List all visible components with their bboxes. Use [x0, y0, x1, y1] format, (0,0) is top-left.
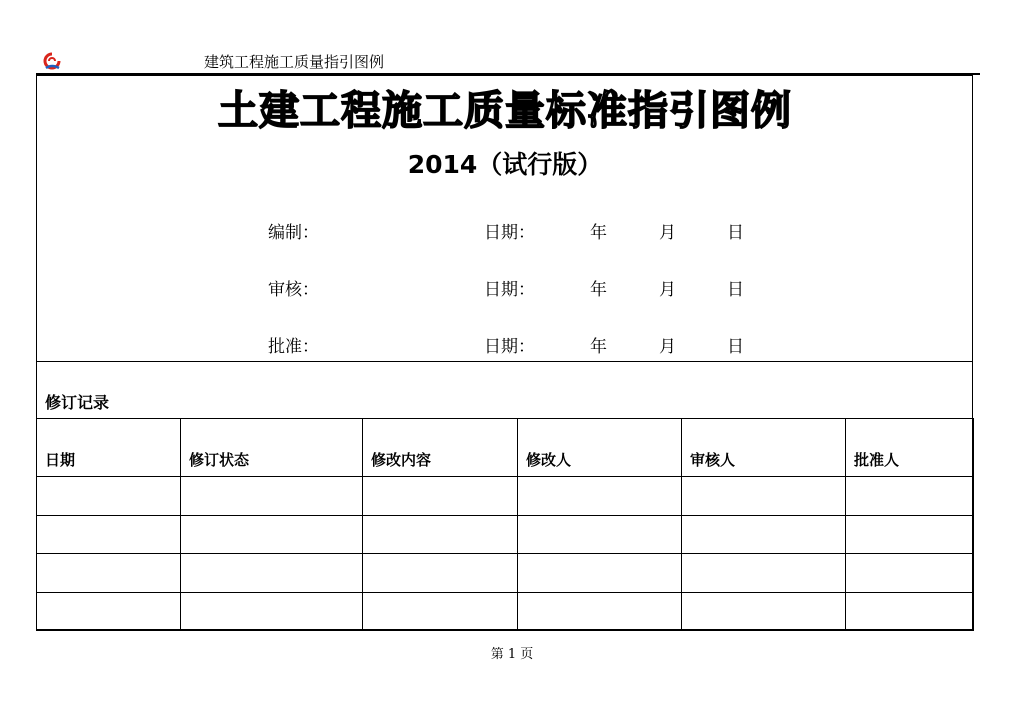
table-cell — [518, 554, 682, 593]
table-row — [37, 515, 974, 554]
table-cell — [846, 554, 974, 593]
table-cell — [37, 477, 181, 516]
day-label: 日 — [727, 223, 744, 243]
table-cell — [181, 515, 363, 554]
revision-section-title: 修订记录 — [45, 393, 110, 412]
month-label: 月 — [659, 280, 676, 300]
company-logo-icon — [42, 52, 62, 72]
table-cell — [846, 592, 974, 631]
table-cell — [181, 477, 363, 516]
column-header-content: 修改内容 — [363, 419, 518, 477]
table-cell — [363, 515, 518, 554]
sign-label-approve: 批准： — [268, 337, 319, 357]
day-label: 日 — [727, 337, 744, 357]
table-cell — [518, 592, 682, 631]
header-title: 建筑工程施工质量指引图例 — [204, 53, 385, 71]
table-cell — [363, 592, 518, 631]
date-label: 日期： — [484, 223, 535, 243]
year-label: 年 — [590, 223, 607, 243]
table-cell — [37, 515, 181, 554]
table-cell — [682, 554, 846, 593]
year-label: 年 — [590, 337, 607, 357]
main-title: 土建工程施工质量标准指引图例 — [218, 88, 792, 134]
table-cell — [846, 477, 974, 516]
day-label: 日 — [727, 280, 744, 300]
month-label: 月 — [659, 223, 676, 243]
sign-label-compile: 编制： — [268, 223, 319, 243]
table-row — [37, 554, 974, 593]
table-cell — [363, 554, 518, 593]
subtitle: 2014（试行版） — [407, 150, 603, 179]
table-cell — [846, 515, 974, 554]
page-number: 第 1 页 — [490, 647, 534, 662]
table-row — [37, 477, 974, 516]
table-cell — [37, 554, 181, 593]
column-header-status: 修订状态 — [181, 419, 363, 477]
month-label: 月 — [659, 337, 676, 357]
column-header-approver: 批准人 — [846, 419, 974, 477]
table-cell — [518, 515, 682, 554]
table-header-row — [37, 419, 974, 477]
table-cell — [181, 592, 363, 631]
date-label: 日期： — [484, 280, 535, 300]
column-header-date: 日期 — [37, 419, 181, 477]
column-header-modifier: 修改人 — [518, 419, 682, 477]
revision-table — [36, 418, 974, 631]
table-cell — [181, 554, 363, 593]
table-cell — [363, 477, 518, 516]
section-divider — [36, 361, 973, 362]
date-label: 日期： — [484, 337, 535, 357]
table-row — [37, 592, 974, 631]
table-cell — [518, 477, 682, 516]
column-header-reviewer: 审核人 — [682, 419, 846, 477]
table-cell — [682, 515, 846, 554]
sign-label-review: 审核： — [268, 280, 319, 300]
table-cell — [682, 477, 846, 516]
table-cell — [37, 592, 181, 631]
table-cell — [682, 592, 846, 631]
year-label: 年 — [590, 280, 607, 300]
